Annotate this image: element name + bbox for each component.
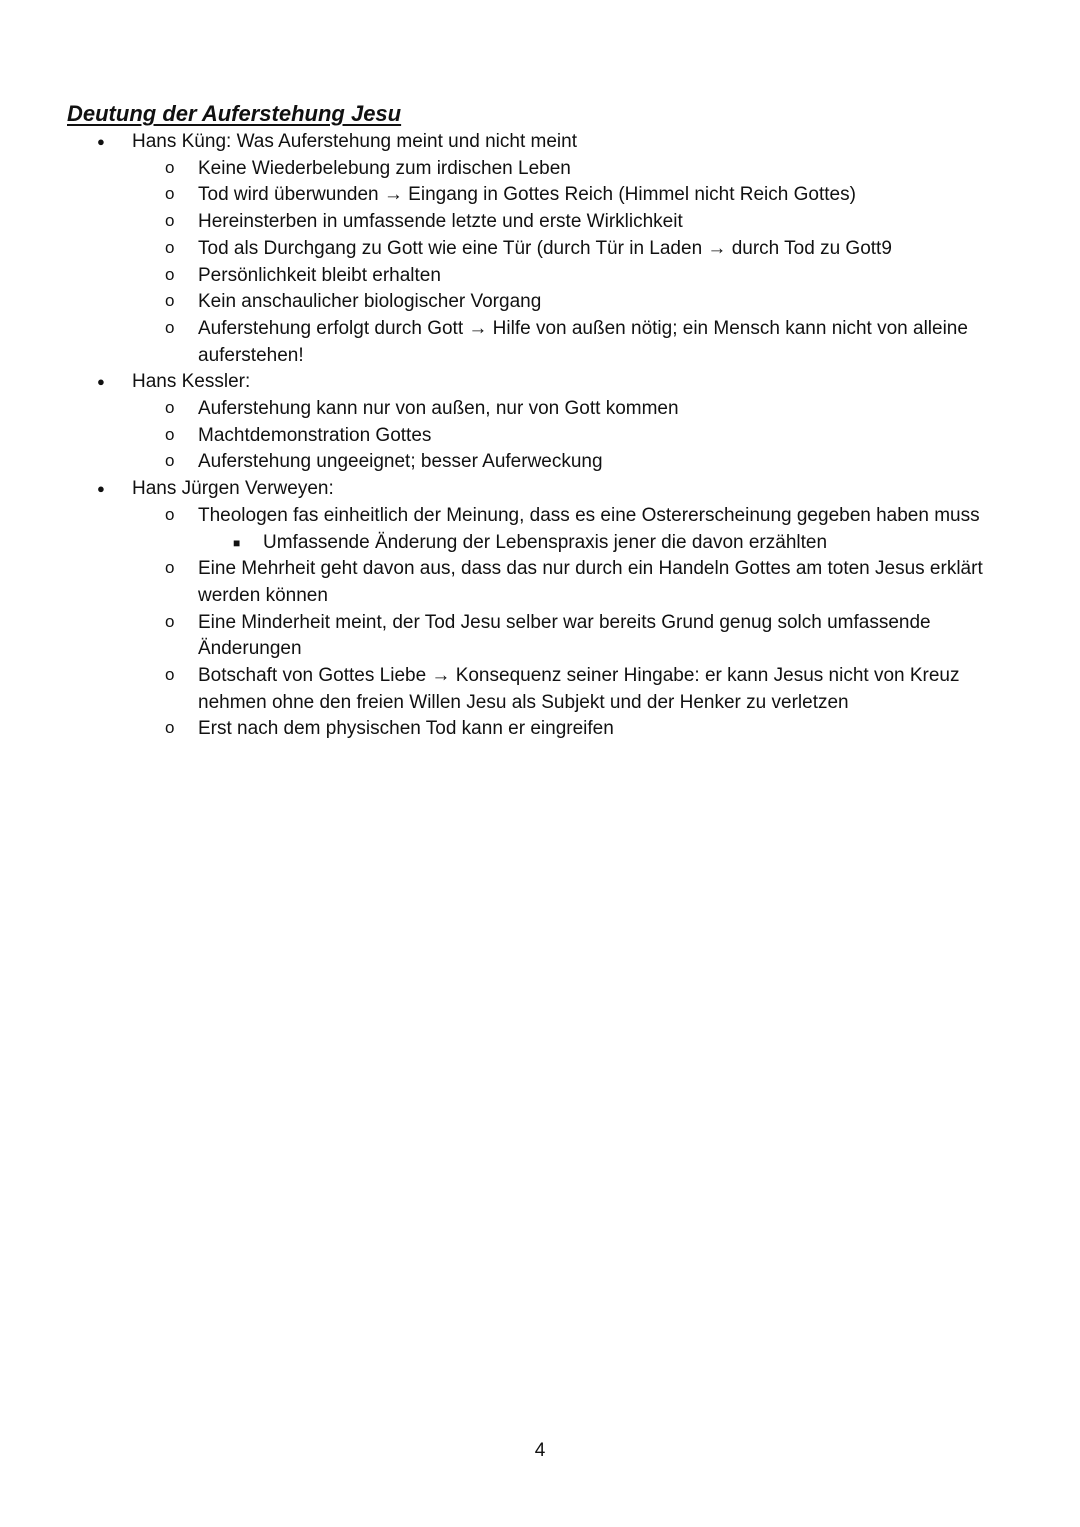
section-item [67,129,1027,156]
list-item-text: Auferstehung ungeeignet; besser Auferweckung [198,451,603,473]
list-item [67,610,1027,663]
circle-marker: o [165,504,175,524]
list-item-text: Theologen fas einheitlich der Meinung, dass es eine Ostererscheinung gegeben haben muss [198,504,980,526]
list-item-text: Botschaft von Gottes Liebe → Konsequenz seiner Hingabe: er kann Jesus nicht von Kreuz nehmen ohne den freien Willen Jesu als Subjekt und der Henker zu verletzen [198,665,960,713]
list-item-text: Auferstehung kann nur von außen, nur von Gott kommen [198,398,679,420]
bullet-marker: ● [97,134,105,149]
list-item-text: Erst nach dem physischen Tod kann er eingreifen [198,718,614,740]
list-item [67,716,1027,743]
circle-marker: o [165,451,175,471]
circle-marker: o [165,665,175,685]
list-item [67,316,1027,369]
circle-marker: o [165,291,175,311]
circle-marker: o [165,237,175,257]
list-item-text: Kein anschaulicher biologischer Vorgang [198,291,542,313]
circle-marker: o [165,184,175,204]
circle-marker: o [165,558,175,578]
square-marker: ■ [233,535,241,550]
bullet-marker: ● [97,481,105,497]
list-item [67,289,1027,316]
section-title: Hans Jürgen Verweyen: [132,478,334,500]
list-item-text: Machtdemonstration Gottes [198,424,432,446]
list-item [67,449,1027,476]
section-item [67,476,1027,503]
list-item [67,503,1027,530]
circle-marker: o [165,157,175,177]
section-list [67,129,1027,743]
section-title: Hans Küng: Was Auferstehung meint und nicht meint [132,131,577,152]
list-item-text: Eine Mehrheit geht davon aus, dass das nur durch ein Handeln Gottes am toten Jesus erklärt werden können [198,558,983,606]
list-item-text: Persönlichkeit bleibt erhalten [198,264,441,286]
document-body [67,99,1027,743]
list-item [67,263,1027,290]
list-item [67,423,1027,450]
circle-marker: o [165,317,175,337]
list-item [67,182,1027,209]
list-item-text: Tod als Durchgang zu Gott wie eine Tür (durch Tür in Laden → durch Tod zu Gott9 [198,237,892,259]
list-item-text: Hereinsterben in umfassende letzte und erste Wirklichkeit [198,211,683,233]
list-item-text: Tod wird überwunden → Eingang in Gottes Reich (Himmel nicht Reich Gottes) [198,184,856,206]
circle-marker: o [165,611,175,631]
sub-list-item-text: Umfassende Änderung der Lebenspraxis jener die davon erzählten [263,531,828,553]
sub-list-item [67,530,1027,557]
page-number: 4 [534,1440,546,1461]
section-item [67,369,1027,396]
document-heading: Deutung der Auferstehung Jesu [67,101,402,126]
circle-marker: o [165,211,175,231]
section-title: Hans Kessler: [132,371,251,393]
circle-marker: o [165,398,175,418]
list-item [67,556,1027,609]
list-item-text: Keine Wiederbelebung zum irdischen Leben [198,157,571,179]
circle-marker: o [165,718,175,738]
list-item [67,156,1027,183]
list-item-text: Eine Minderheit meint, der Tod Jesu selber war bereits Grund genug solch umfassende Änderungen [198,611,931,660]
list-item [67,236,1027,263]
list-item [67,663,1027,716]
bullet-marker: ● [97,374,105,390]
list-item [67,396,1027,423]
circle-marker: o [165,424,175,444]
list-item-text: Auferstehung erfolgt durch Gott → Hilfe von außen nötig; ein Mensch kann nicht von alleine auferstehen! [198,317,968,366]
circle-marker: o [165,264,175,284]
list-item [67,209,1027,236]
